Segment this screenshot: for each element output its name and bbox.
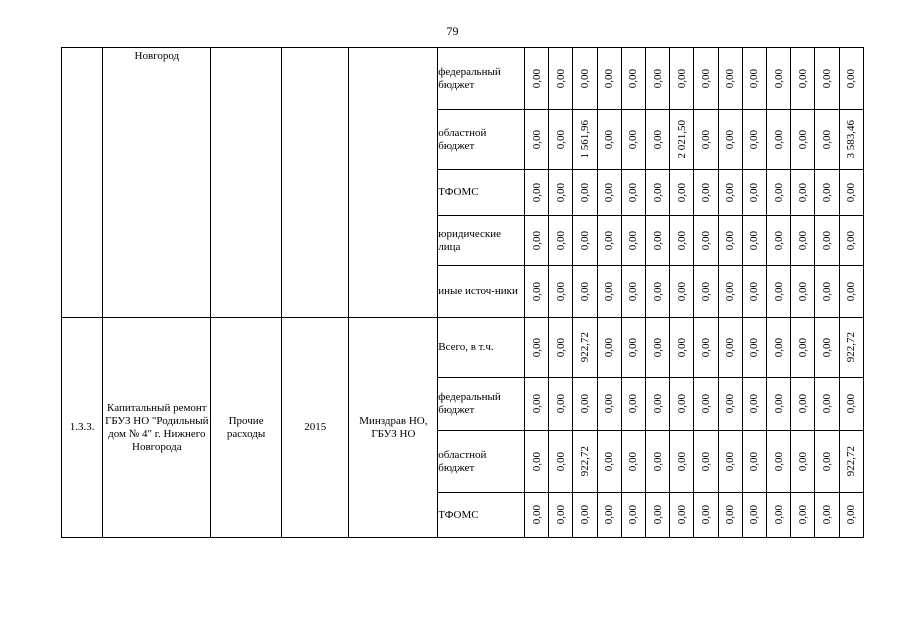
value-cell [525, 170, 549, 216]
value-text: 0,00 [796, 394, 809, 414]
value-cell [573, 216, 597, 266]
value-cell [815, 493, 839, 538]
funding-source: Всего, в т.ч. [438, 318, 525, 378]
value-cell [597, 493, 621, 538]
item-number-cell [62, 318, 103, 538]
value-text: 0,00 [724, 182, 737, 203]
value-text: 0,00 [554, 505, 567, 525]
value-cell [549, 431, 573, 493]
funding-source: областной бюджет [438, 431, 525, 493]
value-cell [621, 266, 645, 318]
value-text: 0,00 [579, 281, 591, 302]
value-text: 0,00 [627, 451, 640, 472]
value-text: 0,00 [748, 394, 761, 414]
value-text: 0,00 [796, 505, 809, 525]
value-cell [525, 266, 549, 318]
value-cell [646, 493, 670, 538]
value-text: 3 583,46 [845, 120, 858, 159]
value-cell [767, 318, 791, 378]
item-name: Капитальный ремонт ГБУЗ НО "Родильный дом № 4" г. Нижнего Новгорода [105, 401, 209, 453]
value-cell [573, 493, 597, 538]
value-cell [791, 170, 815, 216]
value-text: 0,00 [579, 505, 591, 525]
value-text: 0,00 [554, 394, 567, 414]
value-text: 0,00 [651, 68, 664, 89]
value-text: 922,72 [579, 332, 591, 363]
value-text: 0,00 [700, 451, 713, 472]
value-cell [670, 431, 694, 493]
value-text: 0,00 [603, 451, 616, 472]
value-cell [742, 110, 766, 170]
value-cell [694, 266, 718, 318]
value-text: 0,00 [675, 337, 688, 358]
value-text: 0,00 [627, 337, 640, 358]
value-text: 0,00 [627, 394, 640, 414]
value-cell [718, 378, 742, 431]
value-cell [694, 170, 718, 216]
value-text: 0,00 [627, 129, 640, 150]
value-cell [549, 378, 573, 431]
value-text: 0,00 [796, 129, 809, 150]
value-text: 922,72 [845, 332, 858, 363]
value-cell [597, 216, 621, 266]
value-cell [742, 493, 766, 538]
value-cell [670, 378, 694, 431]
value-cell [839, 266, 863, 318]
value-text: 0,00 [700, 230, 713, 251]
value-text: 0,00 [821, 505, 834, 525]
value-text: 0,00 [724, 505, 737, 525]
value-cell [646, 431, 670, 493]
value-text: 0,00 [530, 394, 543, 414]
value-text: 0,00 [845, 394, 858, 414]
value-cell [525, 318, 549, 378]
value-cell [742, 48, 766, 110]
value-text: 0,00 [748, 68, 761, 89]
value-text: 0,00 [796, 337, 809, 358]
year: 2015 [304, 421, 327, 433]
value-text: 0,00 [651, 451, 664, 472]
value-text: 0,00 [772, 505, 785, 525]
value-text: 0,00 [700, 182, 713, 203]
value-text: 0,00 [700, 129, 713, 150]
value-text: 0,00 [554, 281, 567, 302]
value-cell [597, 110, 621, 170]
value-cell [839, 378, 863, 431]
value-cell [718, 110, 742, 170]
value-cell [549, 318, 573, 378]
value-cell [573, 266, 597, 318]
value-cell [646, 318, 670, 378]
value-cell [791, 266, 815, 318]
table-row [62, 48, 864, 110]
value-text: 922,72 [845, 446, 858, 477]
value-text: 0,00 [651, 505, 664, 525]
value-cell [549, 216, 573, 266]
value-text: 0,00 [700, 394, 713, 414]
value-text: 0,00 [603, 394, 616, 414]
value-text: 0,00 [748, 451, 761, 472]
value-text: 0,00 [530, 230, 543, 251]
value-text: 0,00 [772, 68, 785, 89]
value-text: 0,00 [821, 68, 834, 89]
value-cell [694, 318, 718, 378]
value-text: 0,00 [675, 281, 688, 302]
value-cell [573, 48, 597, 110]
page-number: 79 [446, 24, 459, 38]
expense-type: Прочие расходы [226, 414, 266, 440]
value-text: 0,00 [821, 230, 834, 251]
value-text: 0,00 [772, 129, 785, 150]
value-cell [670, 266, 694, 318]
value-text: 0,00 [724, 129, 737, 150]
value-text: 0,00 [530, 129, 543, 150]
item-name: Новгород [134, 50, 180, 62]
item-number: 1.3.3. [69, 421, 95, 433]
table-row [62, 318, 864, 378]
value-cell [791, 216, 815, 266]
value-text: 0,00 [724, 451, 737, 472]
value-cell [621, 170, 645, 216]
value-text: 0,00 [627, 281, 640, 302]
value-text: 0,00 [627, 505, 640, 525]
value-text: 0,00 [603, 182, 616, 203]
value-cell [742, 318, 766, 378]
funding-source: областной бюджет [438, 110, 525, 170]
value-cell [670, 48, 694, 110]
value-cell [573, 170, 597, 216]
value-cell [791, 378, 815, 431]
value-text: 0,00 [724, 337, 737, 358]
value-text: 0,00 [530, 68, 543, 89]
value-cell [718, 48, 742, 110]
value-cell [694, 48, 718, 110]
value-cell [767, 170, 791, 216]
year-cell [281, 48, 349, 318]
value-cell [670, 318, 694, 378]
value-cell [791, 110, 815, 170]
value-cell [791, 318, 815, 378]
value-cell [549, 48, 573, 110]
value-text: 0,00 [579, 68, 591, 89]
value-text: 0,00 [821, 281, 834, 302]
value-cell [621, 431, 645, 493]
value-text: 0,00 [530, 505, 543, 525]
value-text: 0,00 [748, 230, 761, 251]
value-cell [791, 431, 815, 493]
value-text: 0,00 [845, 505, 858, 525]
value-text: 0,00 [700, 68, 713, 89]
value-cell [694, 493, 718, 538]
value-cell [791, 493, 815, 538]
value-text: 0,00 [603, 129, 616, 150]
value-cell [742, 431, 766, 493]
value-cell [694, 431, 718, 493]
value-cell [646, 110, 670, 170]
value-text: 0,00 [675, 451, 688, 472]
value-cell [815, 110, 839, 170]
value-text: 0,00 [651, 182, 664, 203]
value-cell [525, 431, 549, 493]
value-cell [621, 378, 645, 431]
value-text: 0,00 [651, 337, 664, 358]
value-cell [718, 170, 742, 216]
value-cell [670, 493, 694, 538]
value-text: 0,00 [554, 68, 567, 89]
value-cell [549, 110, 573, 170]
value-text: 0,00 [748, 281, 761, 302]
value-cell [525, 216, 549, 266]
value-text: 0,00 [772, 182, 785, 203]
value-cell [549, 170, 573, 216]
value-cell [549, 266, 573, 318]
value-text: 0,00 [772, 281, 785, 302]
funding-source: юридические лица [438, 216, 525, 266]
value-cell [597, 266, 621, 318]
value-text: 0,00 [579, 394, 591, 414]
value-cell [621, 110, 645, 170]
value-cell [839, 170, 863, 216]
value-cell [815, 266, 839, 318]
value-cell [767, 48, 791, 110]
value-text: 0,00 [796, 451, 809, 472]
value-cell [525, 110, 549, 170]
item-name-cell [103, 48, 211, 318]
value-text: 0,00 [796, 230, 809, 251]
value-cell [621, 48, 645, 110]
value-cell [670, 170, 694, 216]
value-cell [597, 431, 621, 493]
value-text: 0,00 [603, 505, 616, 525]
value-text: 0,00 [530, 281, 543, 302]
value-cell [646, 216, 670, 266]
value-cell [767, 378, 791, 431]
executor-cell [349, 48, 438, 318]
value-text: 0,00 [845, 230, 858, 251]
value-text: 0,00 [651, 129, 664, 150]
value-text: 0,00 [603, 230, 616, 251]
value-text: 0,00 [530, 337, 543, 358]
value-cell [839, 431, 863, 493]
value-cell [573, 110, 597, 170]
value-text: 0,00 [627, 230, 640, 251]
funding-source: ТФОМС [438, 170, 525, 216]
value-text: 0,00 [530, 182, 543, 203]
value-text: 0,00 [554, 182, 567, 203]
value-text: 0,00 [675, 230, 688, 251]
value-text: 0,00 [554, 451, 567, 472]
value-cell [767, 216, 791, 266]
value-cell [573, 318, 597, 378]
value-cell [646, 266, 670, 318]
value-cell [839, 110, 863, 170]
value-cell [573, 378, 597, 431]
value-text: 0,00 [675, 394, 688, 414]
value-text: 0,00 [700, 281, 713, 302]
value-text: 0,00 [554, 230, 567, 251]
value-text: 0,00 [748, 129, 761, 150]
value-text: 0,00 [651, 230, 664, 251]
value-cell [718, 493, 742, 538]
executor: Минздрав НО, ГБУЗ НО [359, 414, 428, 440]
budget-table-body [62, 48, 864, 538]
value-text: 0,00 [724, 230, 737, 251]
value-text: 0,00 [796, 68, 809, 89]
value-cell [525, 48, 549, 110]
funding-source: федеральный бюджет [438, 48, 525, 110]
expense-type-cell [211, 48, 282, 318]
value-text: 0,00 [748, 337, 761, 358]
value-text: 0,00 [554, 129, 567, 150]
value-text: 0,00 [796, 281, 809, 302]
value-cell [621, 216, 645, 266]
value-text: 0,00 [748, 182, 761, 203]
value-cell [839, 216, 863, 266]
value-cell [767, 110, 791, 170]
value-cell [597, 48, 621, 110]
value-cell [670, 110, 694, 170]
funding-source: федеральный бюджет [438, 378, 525, 431]
value-text: 0,00 [700, 337, 713, 358]
value-cell [670, 216, 694, 266]
executor-cell [349, 318, 438, 538]
value-cell [718, 318, 742, 378]
value-text: 0,00 [821, 337, 834, 358]
value-cell [742, 378, 766, 431]
expense-type-cell [211, 318, 282, 538]
value-cell [815, 318, 839, 378]
item-number-cell [62, 48, 103, 318]
value-text: 0,00 [627, 182, 640, 203]
value-cell [718, 266, 742, 318]
value-text: 1 561,96 [579, 120, 591, 159]
value-cell [839, 318, 863, 378]
value-text: 0,00 [748, 505, 761, 525]
value-text: 0,00 [821, 129, 834, 150]
value-text: 2 021,50 [675, 120, 688, 159]
value-cell [742, 170, 766, 216]
value-cell [815, 378, 839, 431]
value-text: 0,00 [796, 182, 809, 203]
value-cell [621, 318, 645, 378]
value-text: 0,00 [603, 281, 616, 302]
value-text: 0,00 [772, 337, 785, 358]
value-text: 0,00 [821, 394, 834, 414]
value-text: 0,00 [651, 281, 664, 302]
value-text: 0,00 [530, 451, 543, 472]
value-cell [597, 378, 621, 431]
value-cell [694, 110, 718, 170]
value-text: 0,00 [627, 68, 640, 89]
value-cell [839, 48, 863, 110]
value-cell [694, 216, 718, 266]
value-text: 0,00 [821, 451, 834, 472]
value-text: 0,00 [675, 505, 688, 525]
value-cell [597, 318, 621, 378]
value-cell [815, 216, 839, 266]
value-cell [815, 431, 839, 493]
value-cell [597, 170, 621, 216]
value-cell [742, 216, 766, 266]
value-text: 0,00 [821, 182, 834, 203]
value-text: 0,00 [772, 230, 785, 251]
value-cell [839, 493, 863, 538]
value-cell [767, 266, 791, 318]
value-text: 0,00 [675, 182, 688, 203]
value-cell [573, 431, 597, 493]
value-cell [694, 378, 718, 431]
value-text: 0,00 [724, 281, 737, 302]
year-cell [281, 318, 349, 538]
value-text: 0,00 [675, 68, 688, 89]
value-cell [525, 378, 549, 431]
value-cell [646, 170, 670, 216]
value-text: 0,00 [724, 394, 737, 414]
funding-source: иные источ-ники [438, 266, 525, 318]
value-cell [742, 266, 766, 318]
value-text: 0,00 [554, 337, 567, 358]
value-text: 0,00 [651, 394, 664, 414]
budget-table [61, 47, 864, 538]
value-text: 922,72 [579, 446, 591, 477]
value-cell [549, 493, 573, 538]
value-text: 0,00 [772, 451, 785, 472]
value-cell [718, 216, 742, 266]
value-text: 0,00 [603, 68, 616, 89]
value-text: 0,00 [579, 230, 591, 251]
value-cell [815, 170, 839, 216]
value-cell [621, 493, 645, 538]
value-cell [767, 493, 791, 538]
value-text: 0,00 [724, 68, 737, 89]
value-text: 0,00 [603, 337, 616, 358]
value-cell [718, 431, 742, 493]
value-cell [525, 493, 549, 538]
funding-source: ТФОМС [438, 493, 525, 538]
value-cell [767, 431, 791, 493]
value-text: 0,00 [579, 182, 591, 203]
value-text: 0,00 [772, 394, 785, 414]
value-cell [646, 48, 670, 110]
value-cell [791, 48, 815, 110]
value-text: 0,00 [845, 281, 858, 302]
value-cell [815, 48, 839, 110]
value-cell [646, 378, 670, 431]
value-text: 0,00 [845, 182, 858, 203]
item-name-cell [103, 318, 211, 538]
value-text: 0,00 [845, 68, 858, 89]
value-text: 0,00 [700, 505, 713, 525]
